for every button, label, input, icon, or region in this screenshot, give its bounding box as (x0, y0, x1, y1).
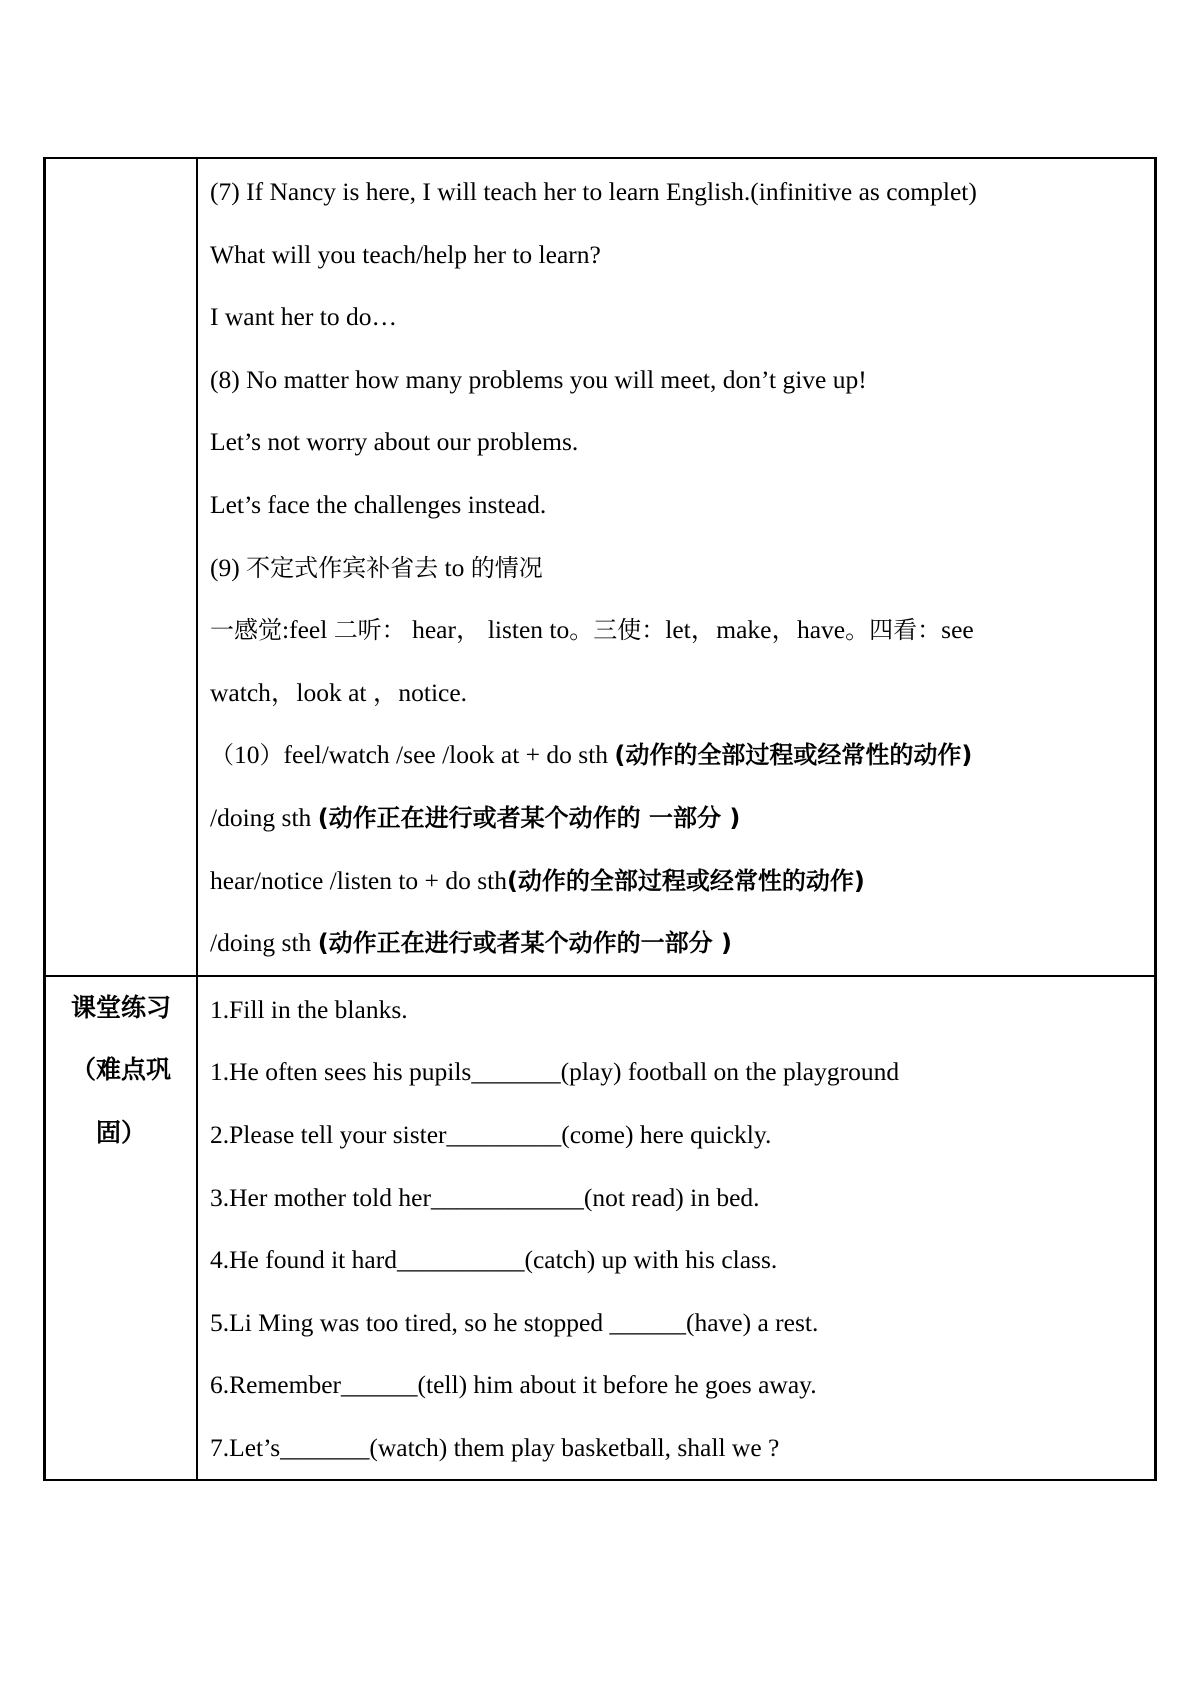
note-line-9-verbs-cont: watch，look at ，notice. (210, 677, 468, 707)
practice-content-cell (197, 976, 1156, 1481)
exercise-item-3: 3.Her mother told her____________(not read) in bed. (210, 1182, 760, 1212)
note-line-10-hear-doing: /doing sth (动作正在进行或者某个动作的一部分 ) (210, 928, 732, 958)
note-line-7-answer: I want her to do… (210, 302, 397, 332)
practice-label-line-1: 课堂练习 (70, 992, 171, 1022)
table-row-practice (45, 976, 1156, 1481)
exercise-item-5: 5.Li Ming was too tired, so he stopped ______(have) a rest. (210, 1307, 819, 1337)
note-line-8-a: Let’s not worry about our problems. (210, 427, 579, 457)
grammar-notes (198, 159, 1154, 975)
practice-exercises (198, 977, 1154, 1480)
exercise-item-1: 1.He often sees his pupils_______(play) football on the playground (210, 1057, 900, 1087)
exercise-item-2: 2.Please tell your sister_________(come) here quickly. (210, 1119, 772, 1149)
note-line-10-hear: hear/notice /listen to + do sth(动作的全部过程或经常性的动作) (210, 865, 865, 895)
lesson-table (43, 157, 1157, 1481)
note-line-8-b: Let’s face the challenges instead. (210, 489, 547, 519)
table-row-grammar (45, 158, 1156, 976)
note-line-7: (7) If Nancy is here, I will teach her to learn English.(infinitive as complet) (210, 177, 977, 206)
grammar-notes-cell (197, 158, 1156, 976)
note-line-7-question: What will you teach/help her to learn? (210, 239, 601, 269)
exercise-item-7: 7.Let’s_______(watch) them play basketball, shall we ? (210, 1432, 780, 1462)
note-line-9: (9) 不定式作宾补省去 to 的情况 (210, 552, 543, 582)
practice-label-line-2: （难点巩 (70, 1055, 171, 1085)
note-line-8: (8) No matter how many problems you will meet, don’t give up! (210, 364, 867, 394)
exercise-item-6: 6.Remember______(tell) him about it before he goes away. (210, 1370, 817, 1400)
row-label-cell-empty (45, 158, 198, 976)
note-line-10-doing: /doing sth (动作正在进行或者某个动作的 一部分 ) (210, 802, 741, 832)
exercise-heading: 1.Fill in the blanks. (210, 994, 408, 1024)
exercise-item-4: 4.He found it hard__________(catch) up with his class. (210, 1245, 778, 1275)
note-line-10: （10）feel/watch /see /look at + do sth (动作的全部过程或经常性的动作) (210, 740, 973, 770)
practice-label-cell (45, 976, 198, 1481)
note-line-9-verbs: 一感觉:feel 二听： hear， listen to。三使：let，make，have。四看：see (210, 615, 974, 645)
practice-label-line-3: 固） (95, 1117, 146, 1147)
